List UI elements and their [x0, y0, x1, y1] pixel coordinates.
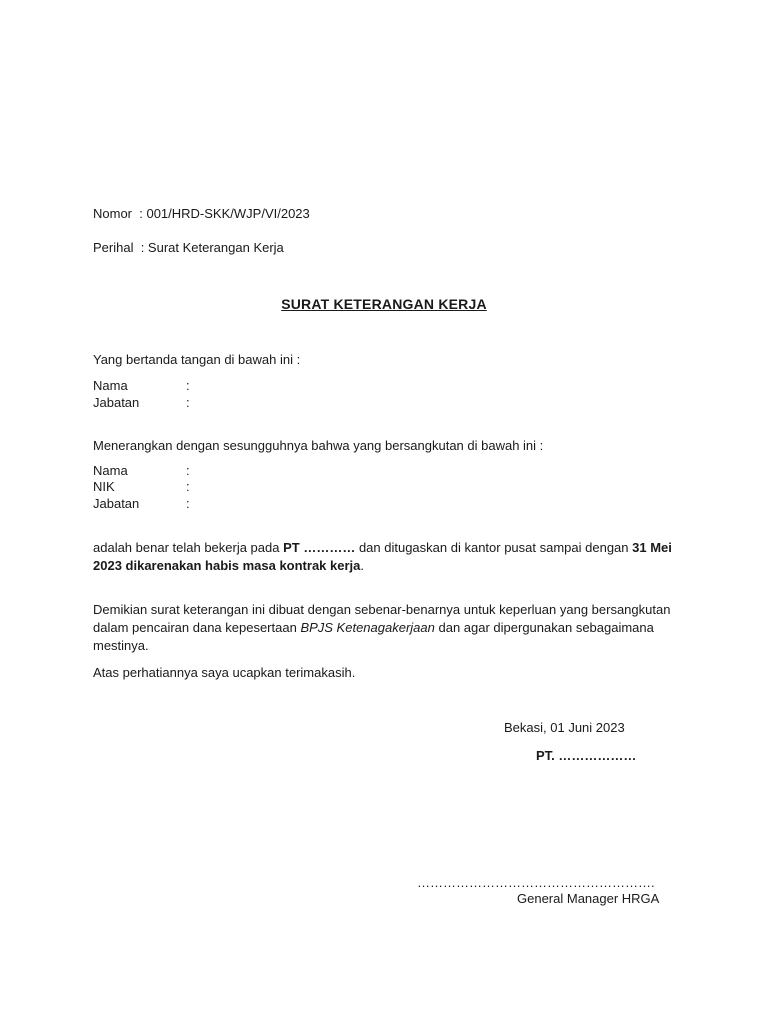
field-separator: :: [186, 378, 190, 393]
signature-position: General Manager HRGA: [517, 891, 660, 906]
perihal-label: Perihal: [93, 240, 134, 255]
signature-company: PT. ………………: [536, 748, 637, 763]
para-text: dan ditugaskan di kantor pusat sampai dengan: [355, 540, 633, 555]
field-label: Nama: [93, 463, 128, 478]
field-label: Jabatan: [93, 496, 140, 511]
purpose-paragraph: [93, 601, 673, 655]
nomor-line: Nomor : 001/HRD-SKK/WJP/VI/2023: [93, 206, 310, 221]
subject-field-jabatan: [93, 496, 190, 512]
signer-field-nama: [93, 378, 190, 394]
perihal-value: Surat Keterangan Kerja: [147, 240, 284, 255]
field-separator: :: [186, 463, 190, 478]
para-text: adalah benar telah bekerja pada: [93, 540, 284, 555]
para-text: dan agar dipergunakan sebagaimana mestinya.: [93, 620, 654, 653]
subject-field-nik: [93, 479, 190, 495]
nomor-value: 001/HRD-SKK/WJP/VI/2023: [146, 206, 310, 221]
field-separator: :: [186, 479, 190, 494]
letter-title: SURAT KETERANGAN KERJA: [281, 296, 487, 312]
signer-intro: Yang bertanda tangan di bawah ini :: [93, 352, 301, 367]
para-text: Demikian surat keterangan ini dibuat dengan sebenar-benarnya untuk keperluan yang bersangkutan dalam pencairan dana kepesertaan: [93, 602, 671, 635]
field-label: NIK: [93, 479, 115, 494]
employment-paragraph: [93, 539, 673, 575]
place-date: Bekasi, 01 Juni 2023: [504, 720, 625, 735]
subject-field-nama: [93, 463, 190, 479]
para-end-date: 31 Mei 2023 dikarenakan habis masa kontrak kerja: [93, 540, 672, 573]
field-label: Jabatan: [93, 395, 140, 410]
perihal-line: Perihal : Surat Keterangan Kerja: [93, 240, 284, 255]
closing-line: Atas perhatiannya saya ucapkan terimakasih.: [93, 665, 356, 680]
field-separator: :: [186, 496, 190, 511]
signer-field-jabatan: [93, 395, 190, 411]
field-separator: :: [186, 395, 190, 410]
signature-line: ……………………………………………….: [417, 875, 655, 890]
nomor-label: Nomor: [93, 206, 133, 221]
subject-intro: Menerangkan dengan sesungguhnya bahwa yang bersangkutan di bawah ini :: [93, 438, 544, 453]
field-label: Nama: [93, 378, 128, 393]
para-company: PT …………: [283, 540, 356, 555]
para-text: .: [360, 558, 365, 573]
para-bpjs: BPJS Ketenagakerjaan: [300, 620, 435, 635]
